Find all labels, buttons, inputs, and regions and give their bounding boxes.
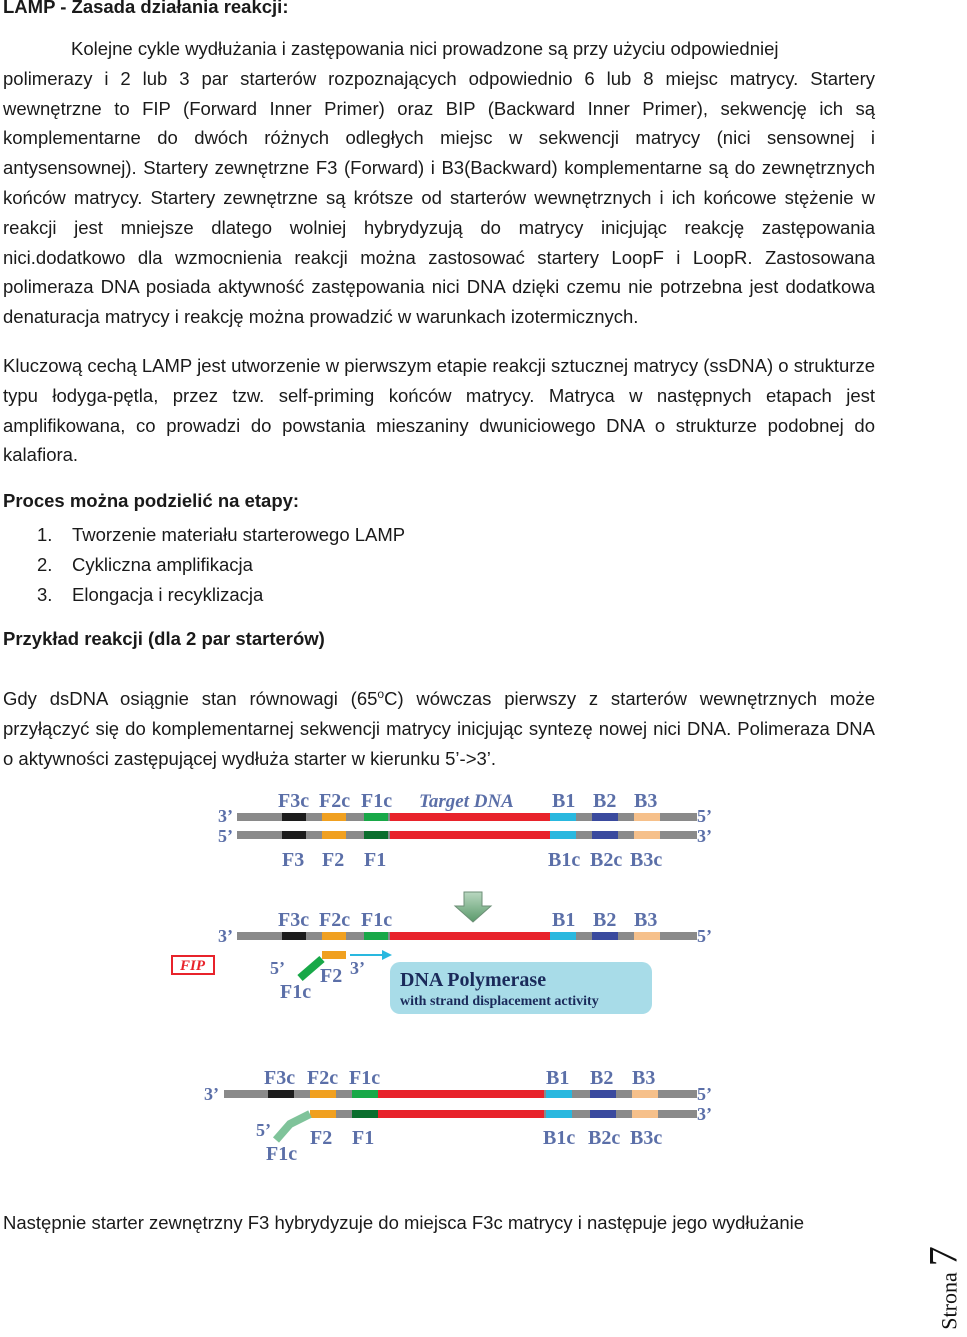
top-label: B3 [634, 790, 658, 812]
bottom-label: B1c [548, 849, 581, 871]
end-label: 5’ [697, 926, 712, 946]
bottom-label: F2 [322, 849, 345, 871]
list-number: 3. [37, 584, 53, 605]
panel-extension [204, 1067, 712, 1165]
polymerase-subtitle: with strand displacement activity [400, 994, 599, 1009]
site-f3 [282, 831, 306, 839]
site-f2c [322, 813, 346, 821]
site-f2 [322, 831, 346, 839]
down-arrow-icon [455, 892, 491, 922]
end-label: 5’ [697, 806, 712, 826]
site-b3 [634, 932, 660, 940]
bottom-label: F2 [310, 1127, 333, 1149]
site-b3c [634, 831, 660, 839]
site-b2c [590, 1110, 616, 1118]
top-label: F3c [278, 909, 310, 931]
strand-target [378, 1090, 544, 1098]
top-label: B2 [593, 790, 617, 812]
top-label: B3 [634, 909, 658, 931]
site-f2 [310, 1110, 336, 1118]
panel-target-dna [218, 790, 712, 871]
text-span: C) wówczas pierwszy z starterów wewnętrznych może przyłączyć się do komplementarnej sekwencji matrycy inicjując syntezę nowej nici DNA. Polimeraza DNA o aktywności zastępującej wydłuża starter w kierunku 5’->3’. [3, 688, 875, 769]
page-number [920, 1243, 966, 1333]
top-label: F2c [307, 1067, 339, 1089]
top-label: B3 [632, 1067, 656, 1089]
site-b2c [592, 831, 618, 839]
top-label: F1c [349, 1067, 381, 1089]
example-heading: Przykład reakcji (dla 2 par starterów) [3, 628, 325, 649]
target-dna-label: Target DNA [419, 791, 514, 812]
top-label: F2c [319, 909, 351, 931]
closing-sentence: Następnie starter zewnętrzny F3 hybrydyzuje do miejsca F3c matrycy i następuje jego wydłużanie [3, 1212, 805, 1233]
list-number: 1. [37, 524, 53, 545]
strand-target [390, 831, 550, 839]
site-b2 [592, 932, 618, 940]
bottom-label: B2c [588, 1127, 621, 1149]
tail-label: F1c [266, 1143, 298, 1165]
primer-label: F1c [280, 981, 312, 1003]
top-label: F1c [361, 790, 393, 812]
bottom-label: F1 [364, 849, 387, 871]
page-number-value: 7 [920, 1246, 966, 1267]
bottom-label: F1 [352, 1127, 375, 1149]
top-label: B2 [593, 909, 617, 931]
page-label: Strona [936, 1272, 962, 1330]
end-label: 3’ [204, 1084, 219, 1104]
site-b1 [546, 1090, 572, 1098]
site-f1c [352, 1090, 378, 1098]
site-b3 [634, 813, 660, 821]
site-b2 [592, 813, 618, 821]
site-f3c [282, 813, 306, 821]
site-f3c [268, 1090, 294, 1098]
bottom-label: B3c [630, 1127, 663, 1149]
list-number: 2. [37, 554, 53, 575]
arrowhead-icon [382, 950, 392, 960]
site-f2c [310, 1090, 336, 1098]
fip-label: FIP [180, 958, 206, 974]
bottom-label: F3 [282, 849, 305, 871]
site-f3c [282, 932, 306, 940]
top-label: F3c [278, 790, 310, 812]
site-b3c [632, 1110, 658, 1118]
top-label: B2 [590, 1067, 614, 1089]
list-item [3, 580, 405, 610]
primer-f2 [322, 951, 346, 959]
bottom-label: B3c [630, 849, 663, 871]
top-label: B1 [552, 790, 576, 812]
bottom-label: B1c [543, 1127, 576, 1149]
paragraph-lamp-principle [3, 34, 875, 332]
list-text: Elongacja i recyklizacja [72, 584, 264, 605]
site-b3 [632, 1090, 658, 1098]
list-text: Tworzenie materiału starterowego LAMP [72, 524, 406, 545]
top-label: F1c [361, 909, 393, 931]
text-span: Gdy dsDNA osiągnie stan równowagi (65 [3, 688, 378, 710]
polymerase-title: DNA Polymerase [400, 969, 547, 991]
list-item [3, 520, 405, 550]
bottom-label: B2c [590, 849, 623, 871]
section-title: LAMP - Zasada działania reakcji: [3, 0, 289, 17]
stages-heading: Proces można podzielić na etapy: [3, 490, 300, 511]
site-f1 [352, 1110, 378, 1118]
list-item [3, 550, 405, 580]
site-f1c [364, 813, 388, 821]
site-f1c [364, 932, 388, 940]
end-label: 3’ [697, 1104, 712, 1124]
lamp-diagram [0, 778, 960, 1178]
site-f1 [364, 831, 388, 839]
end-label: 3’ [218, 806, 233, 826]
top-label: F3c [264, 1067, 296, 1089]
primer-label: 3’ [350, 958, 365, 978]
paragraph-reaction-example [3, 680, 875, 774]
strand-target [390, 813, 550, 821]
superscript: o [377, 687, 385, 701]
site-b1 [550, 813, 576, 821]
end-label: 5’ [697, 1084, 712, 1104]
paragraph-key-feature: Kluczową cechą LAMP jest utworzenie w pierwszym etapie reakcji sztucznej matrycy (ssDNA) o strukturze typu łodyga-pętla, przez tzw. self-priming końców matrycy. Matryca w następnych etapach jest amplifikowana, co prowadzi do powstania mieszaniny dwuniciowego DNA o strukturze podobnej do kalafiora. [3, 355, 875, 466]
paragraph-line: Kolejne cykle wydłużania i zastępowania nici prowadzone są przy użyciu odpowiedniej [71, 38, 779, 59]
site-b1c [550, 831, 576, 839]
panel-fip-binding [172, 909, 712, 1014]
end-label: 3’ [697, 826, 712, 846]
top-label: F2c [319, 790, 351, 812]
strand-target [378, 1110, 544, 1118]
primer-f1c-tail [300, 959, 322, 978]
primer-label: 5’ [270, 958, 285, 978]
site-b1c [546, 1110, 572, 1118]
top-label: B1 [546, 1067, 570, 1089]
end-label: 5’ [256, 1120, 271, 1140]
f1c-tail [276, 1114, 310, 1140]
paragraph-body: polimerazy i 2 lub 3 par starterów rozpoznających odpowiednio 6 lub 8 miejsc matrycy. Startery wewnętrzne to FIP (Forward Inner Primer) oraz BIP (Backward Inner Primer), sekwencję ich są komplementarne do dwóch różnych odległych miejsc w sekwencji matrycy (nici sensownej i antysensownej). Startery zewnętrzne F3 (Forward) i B3(Backward) komplementarne są do zewnętrznych końców matrycy. Startery zewnętrzne są krótsze od starterów wewnętrznych i ich końcowe stężenie w reakcji jest mniejsze dlatego wolniej hybrydyzują do matrycy inicjując reakcję zastępowania nici.dodatkowo dla wzmocnienia reakcji można zastosować startery LoopF i LoopR. Zastosowana polimeraza DNA posiada aktywność zastępowania nici DNA dzięki czemu nie potrzebna jest dodatkowa denaturacja matrycy i reakcję można prowadzić w warunkach izotermicznych. [3, 67, 875, 328]
strand-target [390, 932, 550, 940]
stages-list [3, 520, 405, 610]
list-text: Cykliczna amplifikacja [72, 554, 253, 575]
end-label: 3’ [218, 926, 233, 946]
site-b2 [590, 1090, 616, 1098]
end-label: 5’ [218, 826, 233, 846]
site-b1 [550, 932, 576, 940]
primer-label: F2 [320, 965, 343, 987]
top-label: B1 [552, 909, 576, 931]
site-f2c [322, 932, 346, 940]
